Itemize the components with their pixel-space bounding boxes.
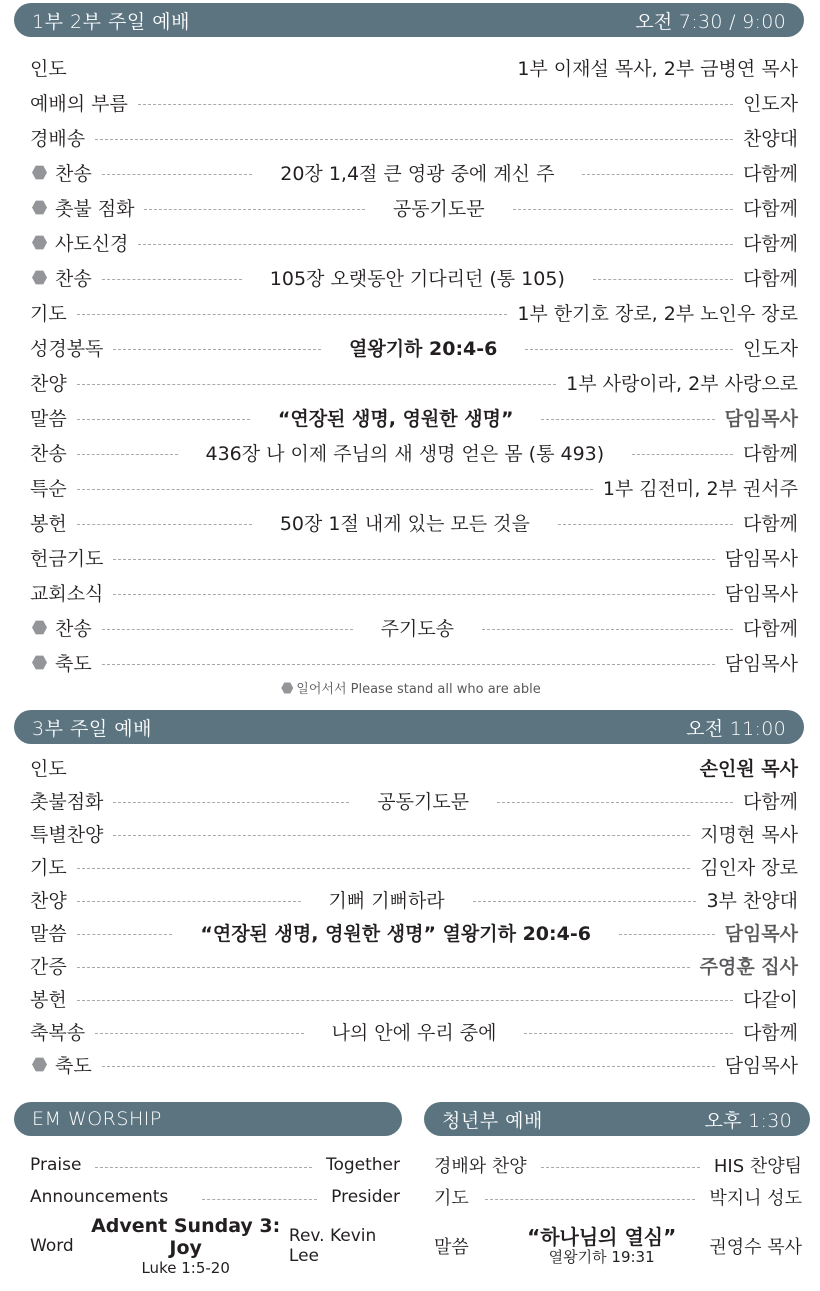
order-row (30, 330, 798, 365)
order-person: 담임목사 (724, 1055, 798, 1077)
order-label-text: 기도 (30, 857, 67, 879)
order-person: 다함께 (742, 513, 799, 535)
em-title: EM WORSHIP (32, 1108, 162, 1130)
order-label-text: 예배의 부름 (30, 93, 128, 115)
order-person: 주영훈 집사 (699, 956, 798, 978)
order-person: 1부 김전미, 2부 권서주 (602, 478, 798, 500)
leader-line (95, 1167, 312, 1168)
order-label-text: 간증 (30, 956, 67, 978)
leader-line (485, 1199, 696, 1200)
order-label-text: 축도 (55, 1055, 92, 1077)
order-row (30, 365, 798, 400)
service1-title: 1부 2부 주일 예배 (32, 10, 190, 33)
order-detail: 나의 안에 우리 중에 (331, 1022, 497, 1044)
leader-line (102, 664, 715, 665)
order-label-text: 찬송 (55, 163, 92, 185)
youth-header (424, 1102, 810, 1136)
order-row (30, 784, 798, 817)
order-label (30, 334, 103, 361)
order-person: 김인자 장로 (700, 857, 798, 879)
order-person: 인도자 (742, 93, 798, 115)
order-label (30, 649, 92, 676)
em-row-right: Presider (331, 1187, 400, 1207)
order-person: 지명현 목사 (700, 824, 798, 846)
order-row (30, 982, 798, 1015)
order-label (30, 264, 92, 291)
leader-line (497, 802, 733, 803)
order-label (30, 754, 67, 781)
order-label-text: 봉헌 (30, 513, 67, 535)
order-detail: 공동기도문 (377, 791, 470, 813)
em-word-row (30, 1216, 400, 1276)
order-person: 찬양대 (742, 128, 798, 150)
leader-line (582, 174, 733, 175)
order-row (30, 470, 798, 505)
order-label-text: 말씀 (30, 923, 67, 945)
order-row (30, 949, 798, 982)
order-row (30, 295, 798, 330)
leader-line (482, 629, 733, 630)
order-detail: 105장 오랫동안 기다리던 (통 105) (269, 268, 565, 290)
order-row (30, 1048, 798, 1081)
order-label-text: 특별찬양 (30, 824, 104, 846)
leader-line (102, 174, 253, 175)
em-row-label: Announcements (30, 1187, 169, 1207)
order-label-text: 교회소식 (30, 583, 104, 605)
leader-line (113, 349, 321, 350)
em-row (30, 1182, 400, 1212)
leader-line (77, 384, 556, 385)
order-detail: 50장 1절 내게 있는 모든 것을 (279, 513, 530, 535)
order-label (30, 194, 134, 221)
order-person: 1부 한기호 장로, 2부 노인우 장로 (517, 303, 798, 325)
service1-header (14, 3, 804, 37)
order-label-text: 촛불 점화 (55, 198, 135, 220)
order-row (30, 575, 798, 610)
em-row (30, 1148, 400, 1182)
leader-line (524, 1033, 732, 1034)
order-detail: “연장된 생명, 영원한 생명” (277, 408, 514, 430)
leader-line (138, 104, 733, 105)
order-label-text: 경배송 (30, 128, 86, 150)
order-detail: 열왕기하 20:4-6 (348, 338, 498, 360)
leader-line (541, 419, 714, 420)
order-row (30, 883, 798, 916)
order-row (30, 85, 798, 120)
leader-line (144, 209, 364, 210)
order-row (30, 190, 798, 225)
order-person: 3부 찬양대 (706, 890, 798, 912)
order-person: 담임목사 (724, 583, 798, 605)
youth-row-label: 경배와 찬양 (434, 1156, 527, 1177)
order-label-text: 봉헌 (30, 989, 67, 1011)
leader-line (77, 868, 690, 869)
stand-note (0, 678, 820, 697)
order-label (30, 614, 92, 641)
order-label-text: 기도 (30, 303, 67, 325)
order-label (30, 509, 67, 536)
order-label (30, 1051, 92, 1078)
order-label (30, 89, 128, 116)
order-label (30, 159, 92, 186)
order-person: 다함께 (742, 1022, 799, 1044)
order-person: 담임목사 (724, 923, 799, 945)
em-word-right: Rev. Kevin Lee (288, 1226, 377, 1266)
order-label (30, 820, 103, 847)
leader-line (77, 454, 178, 455)
standing-dot-icon (32, 1057, 47, 1072)
order-person: 다함께 (742, 618, 799, 640)
order-person: 다함께 (742, 443, 799, 465)
order-label-text: 촛불점화 (30, 791, 104, 813)
order-detail: 주기도송 (380, 618, 455, 640)
stand-dot-icon (281, 682, 293, 694)
order-label-text: 헌금기도 (30, 548, 104, 570)
youth-word-ref: 열왕기하 19:31 (548, 1247, 655, 1266)
order-person: 다함께 (742, 233, 798, 255)
leader-line (473, 901, 697, 902)
order-row (30, 1015, 798, 1048)
order-row (30, 751, 798, 784)
order-label-text: 축도 (55, 653, 92, 675)
order-person: 1부 이재설 목사, 2부 금병연 목사 (517, 58, 798, 80)
order-label (30, 853, 67, 880)
order-detail: 기뻐 기뻐하라 (328, 890, 445, 912)
youth-row (434, 1182, 802, 1212)
em-word-label: Word (30, 1236, 74, 1256)
order-person: 다함께 (742, 268, 798, 290)
standing-dot-icon (32, 620, 47, 635)
order-detail: 공동기도문 (392, 198, 485, 220)
leader-line (619, 934, 715, 935)
order-label (30, 544, 103, 571)
order-row (30, 505, 798, 540)
leader-line (113, 835, 690, 836)
standing-dot-icon (32, 235, 47, 250)
order-label-text: 말씀 (30, 408, 67, 430)
order-label (30, 579, 103, 606)
order-label (30, 985, 67, 1012)
order-detail: “연장된 생명, 영원한 생명” 열왕기하 20:4-6 (200, 923, 591, 945)
order-label-text: 성경봉독 (30, 338, 104, 360)
leader-line (95, 139, 733, 140)
order-label-text: 찬송 (55, 268, 92, 290)
order-person: 담임목사 (724, 548, 798, 570)
order-label (30, 439, 67, 466)
leader-line (95, 1033, 303, 1034)
em-word-block (82, 1215, 288, 1278)
order-row (30, 225, 798, 260)
order-label-text: 축복송 (30, 1022, 86, 1044)
order-label (30, 952, 67, 979)
order-person: 다함께 (742, 163, 799, 185)
order-label (30, 886, 67, 913)
leader-line (77, 901, 301, 902)
order-label (30, 404, 67, 431)
order-row (30, 540, 798, 575)
leader-line (593, 279, 733, 280)
leader-line (558, 524, 733, 525)
order-row (30, 400, 798, 435)
service1-time: 오전 7:30 / 9:00 (635, 10, 786, 33)
youth-row-right: HIS 찬양팀 (713, 1156, 802, 1177)
order-row (30, 850, 798, 883)
order-label (30, 369, 67, 396)
standing-dot-icon (32, 165, 47, 180)
order-row (30, 50, 798, 85)
service3-time: 오전 11:00 (686, 717, 786, 740)
youth-title: 청년부 예배 (442, 1109, 543, 1132)
em-row-label: Praise (30, 1155, 82, 1175)
service3-order (30, 751, 798, 1081)
leader-line (77, 314, 508, 315)
service3-header (14, 710, 804, 744)
standing-dot-icon (32, 200, 47, 215)
order-detail: 436장 나 이제 주님의 새 생명 얻은 몸 (통 493) (205, 443, 605, 465)
leader-line (632, 454, 733, 455)
leader-line (113, 559, 714, 560)
youth-row-label: 기도 (434, 1188, 469, 1209)
order-person: 다함께 (742, 791, 799, 813)
leader-line (513, 209, 733, 210)
leader-line (102, 1066, 715, 1067)
youth-word-row (434, 1216, 802, 1276)
standing-dot-icon (32, 655, 47, 670)
youth-word-label: 말씀 (434, 1237, 469, 1258)
youth-word-right: 권영수 목사 (709, 1237, 802, 1258)
order-label-text: 특순 (30, 478, 67, 500)
youth-time: 오후 1:30 (704, 1109, 792, 1132)
order-person: 다함께 (742, 198, 798, 220)
leader-line (102, 279, 242, 280)
order-row (30, 610, 798, 645)
order-row (30, 155, 798, 190)
leader-line (113, 802, 349, 803)
order-row (30, 260, 798, 295)
order-row (30, 645, 798, 680)
stand-note-text: 일어서서 Please stand all who are able (296, 682, 541, 697)
order-person: 인도자 (742, 338, 799, 360)
leader-line (113, 594, 714, 595)
leader-line (525, 349, 733, 350)
order-row (30, 916, 798, 949)
order-person: 1부 사랑이라, 2부 사랑으로 (566, 373, 798, 395)
order-label-text: 인도 (30, 758, 67, 780)
em-row-right: Together (325, 1155, 400, 1175)
youth-row (434, 1148, 802, 1182)
leader-line (77, 489, 593, 490)
order-label-text: 찬송 (55, 618, 92, 640)
order-label (30, 474, 67, 501)
order-label (30, 229, 128, 256)
youth-order (434, 1148, 802, 1276)
em-word-ref: Luke 1:5-20 (141, 1258, 230, 1277)
leader-line (541, 1167, 700, 1168)
leader-line (77, 1000, 733, 1001)
order-label-text: 인도 (30, 58, 67, 80)
leader-line (138, 244, 733, 245)
standing-dot-icon (32, 270, 47, 285)
youth-word-block (494, 1226, 709, 1267)
em-word-title: Advent Sunday 3: Joy (91, 1214, 281, 1259)
leader-line (77, 967, 690, 968)
leader-line (102, 629, 353, 630)
order-person: 담임목사 (724, 408, 798, 430)
order-row (30, 817, 798, 850)
leader-line (77, 419, 250, 420)
order-row (30, 435, 798, 470)
order-label-text: 찬양 (30, 890, 67, 912)
youth-word-title: “하나님의 열심” (527, 1224, 677, 1249)
order-label-text: 찬송 (30, 443, 67, 465)
order-label-text: 사도신경 (55, 233, 129, 255)
order-label (30, 299, 67, 326)
leader-line (202, 1199, 317, 1200)
order-person: 손인원 목사 (699, 758, 798, 780)
order-person: 담임목사 (724, 653, 798, 675)
order-label (30, 919, 67, 946)
em-header (14, 1102, 402, 1136)
order-label (30, 1018, 85, 1045)
order-label (30, 124, 85, 151)
order-label (30, 54, 67, 81)
service3-title: 3부 주일 예배 (32, 717, 152, 740)
order-detail: 20장 1,4절 큰 영광 중에 계신 주 (280, 163, 555, 185)
leader-line (77, 524, 252, 525)
em-order (30, 1148, 400, 1276)
order-label-text: 찬양 (30, 373, 67, 395)
order-person: 다같이 (742, 989, 798, 1011)
order-row (30, 120, 798, 155)
youth-row-right: 박지니 성도 (709, 1188, 802, 1209)
leader-line (77, 934, 173, 935)
service1-order (30, 50, 798, 680)
order-label (30, 787, 103, 814)
